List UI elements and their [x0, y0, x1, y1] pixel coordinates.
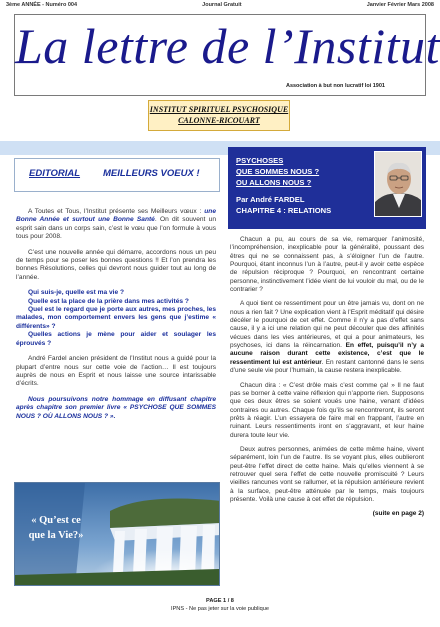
page-footer [0, 598, 440, 612]
psychoses-header [228, 147, 426, 229]
article-body [230, 236, 424, 525]
continued-on-page-link: (suite en page 2) [372, 510, 424, 518]
editorial-paragraph: C’est une nouvelle année qui démarre, accordons nous un peu de temps pour se poser les bonnes questions !! Et l’on prendra les bonnes Résolutions, celles qui devront nous guider tout au long de l’année. [16, 248, 216, 281]
article-paragraph: Deux autres personnes, animées de cette même haine, vivent séparément, loin l’un de l’autre. Ils se voyant plus, elles oublieront peut-être l’effet direct de cette haine. Mais qu’elles viennent à se retrouver quel sera l’effet de cette nouvelle promiscuité ? Leurs vieilles rancunes vont se rallumer, et la répulsion antérieure revient à la surface, peut-être atténuée par le temps, mais toujours présente. Voilà une cause à cet effet de répulsion. [230, 445, 424, 503]
association-note: Association à but non lucratif loi 1901 [285, 83, 385, 89]
footer-note: IPNS - Ne pas jeter sur la voie publique [171, 606, 269, 612]
article-paragraph: A quoi tient ce ressentiment pour un être jamais vu, dont on ne nous a rien fait ? Une explication vient à l’Esprit méditatif qui désire décéler le pourquoi de cet effet. Comme il n’y a pas d’effet sans cause, il y a ici une relation qui ne peut découler que des affinités vécues dans les vies antérieures, et qui a pour animateurs, les psychoses, ici dans la réincarnation. En effet, puisqu’il n’y a aucune raison durant cette existence, c’est que le ressentiment lui est antérieur. En restant cantonné dans le sens d’une seule vie pour l’humain, la cause restera inexplicable. [230, 300, 424, 375]
portrait-illustration [375, 152, 422, 217]
author-line: Par André FARDEL [236, 195, 305, 204]
editorial-paragraph: André Fardel ancien président de l’Institut nous a guidé pour la plupart d’entre nous sur cette voie de l’action… Il est toujours auprès de nous en Esprit et nous laisse une source intarissable d’écrits. [16, 355, 216, 388]
page-number: PAGE 1 / 8 [206, 598, 234, 604]
questions-list [16, 289, 216, 348]
question-item: Quel est le regard que je porte aux autres, mes proches, les malades, mon comportement envers les gens que j’estime « différents» ? [16, 306, 216, 330]
issue-date: Janvier Février Mars 2008 [366, 2, 434, 8]
top-info-bar [6, 2, 434, 12]
institute-location: CALONNE-RICOUART [178, 116, 260, 125]
institute-name: INSTITUT SPIRITUEL PSYCHOSIQUE [149, 105, 289, 114]
life-question-quote: « Qu’est ce que la Vie?» [28, 515, 84, 541]
editorial-label: EDITORIAL [29, 168, 81, 179]
editorial-headline: MEILLEURS VOEUX ! [103, 168, 200, 179]
free-journal-label: Journal Gratuit [202, 2, 242, 8]
wishes-highlight: une Bonne Année et surtout une Bonne Santé [16, 208, 216, 224]
author-portrait [374, 151, 422, 217]
chapter-line: CHAPITRE 4 : RELATIONS [236, 206, 332, 215]
psychoses-subtitle: QUE SOMMES NOUS ? [236, 167, 320, 176]
question-item: Quelle est la place de la prière dans mes activités ? [28, 297, 189, 305]
psychoses-subtitle: OU ALLONS NOUS ? [236, 178, 312, 187]
editorial-header [14, 158, 220, 192]
editorial-paragraph: A Toutes et Tous, l’Institut présente ses Meilleurs vœux : une Bonne Année et surtout une Bonne Santé. On dit souvent un esprit sain dans un corps sain, c’est le vœu que l’on formule à vous tous pour 2008. [16, 208, 216, 241]
masthead-title: La lettre de l’Institut [15, 18, 440, 74]
question-item: Qui suis-je, quelle est ma vie ? [28, 289, 125, 297]
masthead [14, 14, 440, 96]
question-item: Quelles actions je mène pour aider et soulager les éprouvés ? [16, 331, 216, 347]
article-paragraph: Chacun a pu, au cours de sa vie, remarquer l’animosité, l’incompréhension, inexplicable pour la généralité, poussant des êtres qui ne se connaissent pas, à s’éloigner l’un de l’autre. Pourquoi, étant inconnus l’un à l’autre, peut-il y avoir cette espèce de répulsion réciproque ? Pourquoi, en rencontrant certaine personne, instinctivement l’idée vient de lui vouloir du mal, ou de le contrarier ? [230, 236, 424, 294]
editorial-body [16, 208, 216, 428]
issue-number: 3ème ANNÉE - Numéro 004 [6, 2, 78, 8]
psychoses-title: PSYCHOSES [236, 156, 284, 165]
waterfall-image [14, 482, 220, 586]
article-paragraph: Chacun dira : « C’est drôle mais c’est comme ça! » Il ne faut pas se borner à cette vaine réflexion qui n’apporte rien. Supposons que ces deux êtres se soient voués une haine, venant d’idées contraires ou autres. Chaque fois qu’ils se rencontreront, ils seront prêts à réagir. L’un essayera de faire mal en frappant, l’autre en ruinant. Leurs ressentiments iront en s’aggravant, et leur haine durera toute leur vie. [230, 381, 424, 439]
psychoses-title-block [236, 155, 356, 216]
article-highlight: En effet, puisqu’il n’y a aucune raison durant cette existence, c’est que le ressentiment lui est antérieur [230, 342, 424, 366]
institute-banner [148, 100, 290, 131]
tribute-paragraph: Nous poursuivons notre hommage en diffusant chapitre après chapitre son premier livre « PSYCHOSE QUE SOMMES NOUS ? OÙ ALLONS NOUS ? ». [16, 395, 216, 420]
